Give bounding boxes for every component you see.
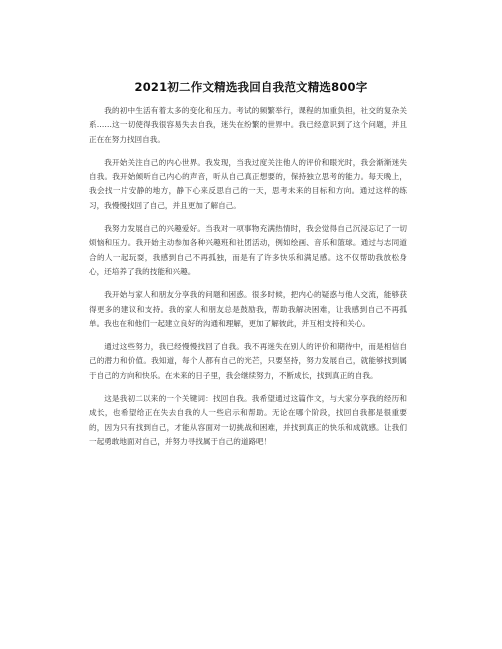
paragraph-1: 我的初中生活有着太多的变化和压力。考试的频繁举行，课程的加重负担，社交的复杂关系……这一切使得我很容易失去自我，迷失在纷繁的世界中。我已经意识到了这个问题，并且正在在努力找回自我。 xyxy=(89,106,407,144)
paragraph-2: 我开始关注自己的内心世界。我发现，当我过度关注他人的评价和眼光时，我会渐渐迷失自我。我开始倾听自己内心的声音，听从自己真正想要的，保持独立思考的能力。每天晚上，我会找一片安静的地方，静下心来反思自己的一天，思考未来的目标和方向。通过这样的练习，我慢慢找回了自己，并且更加了解自己。 xyxy=(89,157,407,210)
document-title: 2021初二作文精选我回自我范文精选800字 xyxy=(134,80,368,94)
document-body xyxy=(89,104,407,458)
paragraph-4: 我开始与家人和朋友分享我的问题和困惑。很多时候，把内心的疑惑与他人交流，能够获得更多的建议和支持。我的家人和朋友总是鼓励我，帮助我解决困难，让我感到自己不再孤单。我也在和他们一起建立良好的沟通和理解，更加了解彼此，并互相支持和关心。 xyxy=(89,290,407,328)
paragraph-6: 这是我初二以来的一个关键词：找回自我。我希望通过这篇作文，与大家分享我的经历和成长，也希望给正在失去自我的人一些启示和帮助。无论在哪个阶段，找回自我都是很重要的，因为只有找到自己，才能从容面对一切挑战和困难，并找到真正的快乐和成就感。让我们一起勇敢地面对自己，并努力寻找属于自己的道路吧！ xyxy=(89,394,407,446)
paragraph-3: 我努力发展自己的兴趣爱好。当我对一项事物充满热情时，我会觉得自己沉浸忘记了一切烦恼和压力。我开始主动参加各种兴趣班和社团活动，例如绘画、音乐和篮球。通过与志同道合的人一起玩耍，我感到自己不再孤独，而是有了许多快乐和满足感。这不仅帮助我放松身心，还培养了我的技能和兴趣。 xyxy=(89,224,407,276)
paragraph-5: 通过这些努力，我已经慢慢找回了自我。我不再迷失在别人的评价和期待中，而是相信自己的潜力和价值。我知道，每个人都有自己的光芒，只要坚持，努力发展自己，就能够找到属于自己的方向和快乐。在未来的日子里，我会继续努力，不断成长，找到真正的自我。 xyxy=(89,342,407,380)
